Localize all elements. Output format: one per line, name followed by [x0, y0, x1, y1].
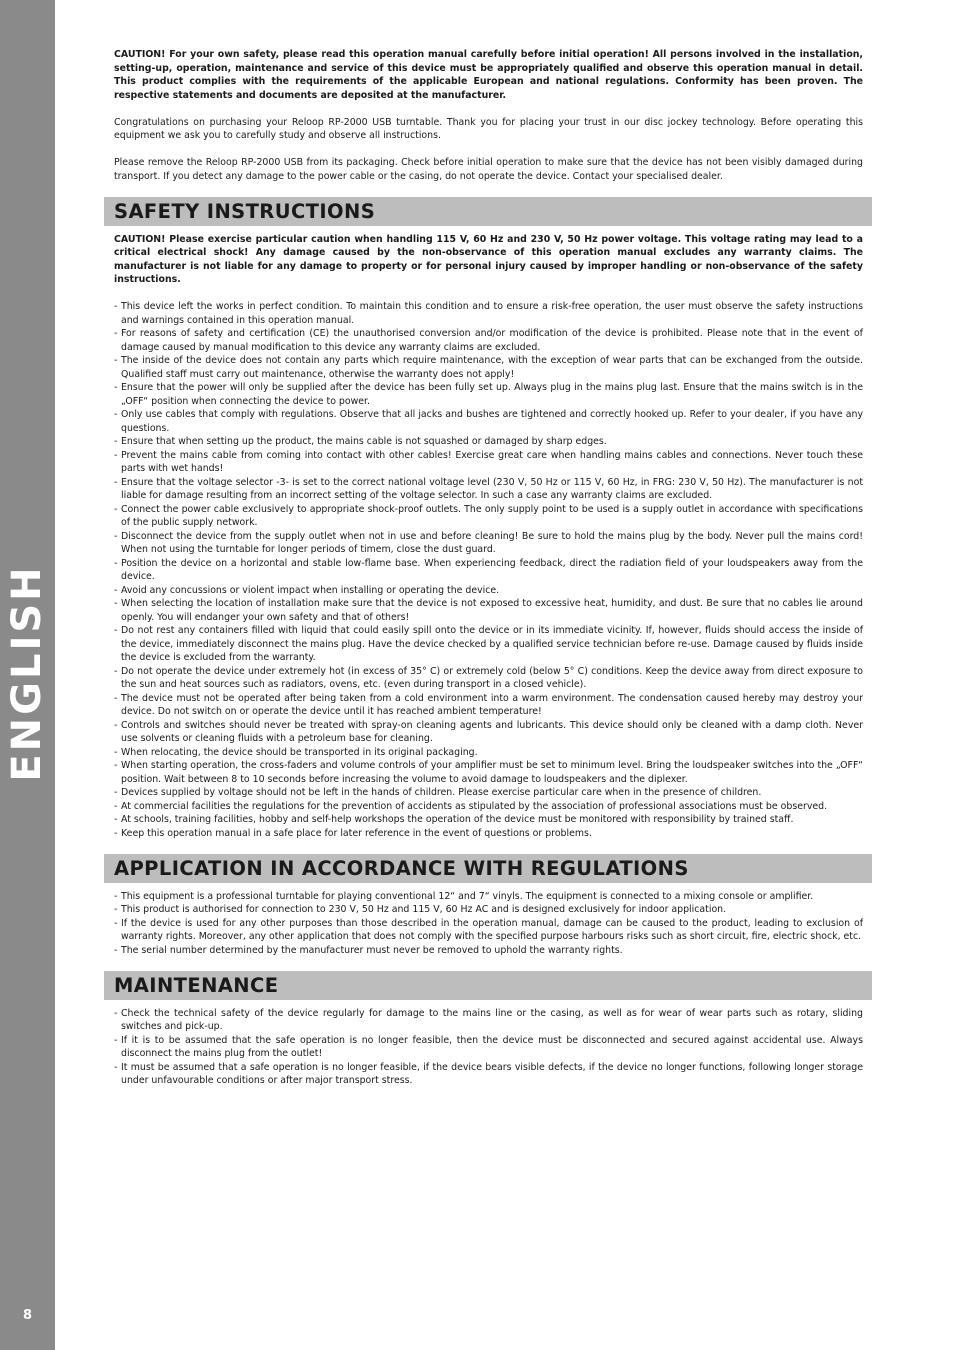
list-item: - When selecting the location of installation make sure that the device is not exposed to excessive heat, humidity, and dust. Be sure that no cables lie around openly. You will endanger your own safety and that of others!	[114, 597, 863, 624]
application-list	[114, 890, 863, 958]
list-item: - If the device is used for any other purposes than those described in the operation manual, damage can be caused to the product, leading to exclusion of warranty rights. Moreover, any other application that does not comply with the specified purpose harbours risks such as short circuit, fire, electric shock, etc.	[114, 917, 863, 944]
maintenance-list	[114, 1007, 863, 1088]
list-item: - Check the technical safety of the device regularly for damage to the mains line or the casing, as well as for wear of wear parts such as rotary, sliding switches and pick-up.	[114, 1007, 863, 1034]
list-item: - Controls and switches should never be treated with spray-on cleaning agents and lubricants. This device should only be cleaned with a damp cloth. Never use solvents or cleaning fluids with a petroleum base for cleaning.	[114, 719, 863, 746]
list-item: - Ensure that the power will only be supplied after the device has been fully set up. Always plug in the mains plug last. Ensure that the mains switch is in the „OFF“ position when connecting the device to power.	[114, 381, 863, 408]
list-item: - Avoid any concussions or violent impact when installing or operating the device.	[114, 584, 863, 598]
list-item: - Position the device on a horizontal and stable low-flame base. When experiencing feedback, direct the radiation field of your loudspeakers away from the device.	[114, 557, 863, 584]
list-item: - When relocating, the device should be transported in its original packaging.	[114, 746, 863, 760]
list-item: - At commercial facilities the regulations for the prevention of accidents as stipulated by the association of professional associations must be observed.	[114, 800, 863, 814]
maintenance-section-header	[104, 971, 872, 1000]
list-item: - Connect the power cable exclusively to appropriate shock-proof outlets. The only supply point to be used is a supply outlet in accordance with specifications of the public supply network.	[114, 503, 863, 530]
list-item: - The device must not be operated after being taken from a cold environment into a warm environment. The condensation caused hereby may destroy your device. Do not switch on or operate the device until it has reached ambient temperature!	[114, 692, 863, 719]
language-sidebar	[0, 0, 55, 1350]
list-item: - When starting operation, the cross-faders and volume controls of your amplifier must be set to minimum level. Bring the loudspeaker switches into the „OFF“ position. Wait between 8 to 10 seconds before increasing the volume to avoid damage to loudspeakers and the diplexer.	[114, 759, 863, 786]
list-item: - Do not rest any containers filled with liquid that could easily spill onto the device or in its immediate vicinity. If, however, fluids should access the inside of the device, immediately disconnect the mains plug. Have the device checked by a qualified service technician before re-use. Damage caused by fluids inside the device is excluded from the warranty.	[114, 624, 863, 665]
intro-caution: CAUTION! For your own safety, please read this operation manual carefully before initial operation! All persons involved in the installation, setting-up, operation, maintenance and service of this device must be appropriately qualified and observe this operation manual in detail. This product complies with the requirements of the applicable European and national regulations. Conformity has been proven. The respective statements and documents are deposited at the manufacturer.	[114, 49, 863, 101]
intro-unpacking: Please remove the Reloop RP-2000 USB from its packaging. Check before initial operation to make sure that the device has not been visibly damaged during transport. If you detect any damage to the power cable or the casing, do not operate the device. Contact your specialised dealer.	[114, 157, 863, 182]
application-section-header	[104, 854, 872, 883]
language-label	[2, 564, 52, 782]
list-item: - The serial number determined by the manufacturer must never be removed to uphold the warranty rights.	[114, 944, 863, 958]
safety-section-header	[104, 197, 872, 226]
list-item: - Disconnect the device from the supply outlet when not in use and before cleaning! Be sure to hold the mains plug by the body. Never pull the mains cord! When not using the turntable for longer periods of timem, close the dust guard.	[114, 530, 863, 557]
list-item: - Prevent the mains cable from coming into contact with other cables! Exercise great care when handling mains cables and connections. Never touch these parts with wet hands!	[114, 449, 863, 476]
list-item: - Ensure that the voltage selector -3- is set to the correct national voltage level (230 V, 50 Hz or 115 V, 60 Hz, in FRG: 230 V, 50 Hz). The manufacturer is not liable for damage resulting from an incorrect setting of the voltage selector. In such a case any warranty claims are excluded.	[114, 476, 863, 503]
list-item: - This product is authorised for connection to 230 V, 50 Hz and 115 V, 60 Hz AC and is designed exclusively for indoor application.	[114, 903, 863, 917]
page-number: 8	[22, 1308, 33, 1323]
list-item: - For reasons of safety and certification (CE) the unauthorised conversion and/or modification of the device is prohibited. Please note that in the event of damage caused by manual modification to this device any warranty claims are excluded.	[114, 327, 863, 354]
manual-content	[114, 48, 863, 1101]
list-item: - This equipment is a professional turntable for playing conventional 12“ and 7“ vinyls. The equipment is connected to a mixing console or amplifier.	[114, 890, 863, 904]
list-item: - Devices supplied by voltage should not be left in the hands of children. Please exercise particular care when in the presence of children.	[114, 786, 863, 800]
list-item: - If it is to be assumed that the safe operation is no longer feasible, then the device must be disconnected and secured against accidental use. Always disconnect the mains plug from the outlet!	[114, 1034, 863, 1061]
application-section-title: APPLICATION IN ACCORDANCE WITH REGULATIONS	[114, 856, 689, 880]
list-item: - This device left the works in perfect condition. To maintain this condition and to ensure a risk-free operation, the user must observe the safety instructions and warnings contained in this operation manual.	[114, 300, 863, 327]
list-item: - The inside of the device does not contain any parts which require maintenance, with the exception of wear parts that can be exchanged from the outside. Qualified staff must carry out maintenance, otherwise the warranty does not apply!	[114, 354, 863, 381]
intro-congratulations: Congratulations on purchasing your Reloop RP-2000 USB turntable. Thank you for placing your trust in our disc jockey technology. Before operating this equipment we ask you to carefully study and observe all instructions.	[114, 116, 863, 141]
safety-caution: CAUTION! Please exercise particular caution when handling 115 V, 60 Hz and 230 V, 50 Hz power voltage. This voltage rating may lead to a critical electrical shock! Any damage caused by the non-observance of this operation manual excludes any warranty claims. The manufacturer is not liable for any damage to property or for personal injury caused by improper handling or non-observance of the safety instructions.	[114, 233, 863, 285]
safety-list	[114, 300, 863, 840]
safety-section-title: SAFETY INSTRUCTIONS	[114, 199, 376, 223]
maintenance-section-title: MAINTENANCE	[114, 973, 279, 997]
language-label-text: ENGLISH	[4, 564, 50, 782]
list-item: - Only use cables that comply with regulations. Observe that all jacks and bushes are tightened and correctly hooked up. Refer to your dealer, if you have any questions.	[114, 408, 863, 435]
list-item: - Do not operate the device under extremely hot (in excess of 35° C) or extremely cold (below 5° C) conditions. Keep the device away from direct exposure to the sun and heat sources such as radiators, ovens, etc. (even during transport in a closed vehicle).	[114, 665, 863, 692]
list-item: - It must be assumed that a safe operation is no longer feasible, if the device bears visible defects, if the device no longer functions, following longer storage under unfavourable conditions or after major transport stress.	[114, 1061, 863, 1088]
list-item: - At schools, training facilities, hobby and self-help workshops the operation of the device must be monitored with responsibility by trained staff.	[114, 813, 863, 827]
list-item: - Keep this operation manual in a safe place for later reference in the event of questions or problems.	[114, 827, 863, 841]
list-item: - Ensure that when setting up the product, the mains cable is not squashed or damaged by sharp edges.	[114, 435, 863, 449]
